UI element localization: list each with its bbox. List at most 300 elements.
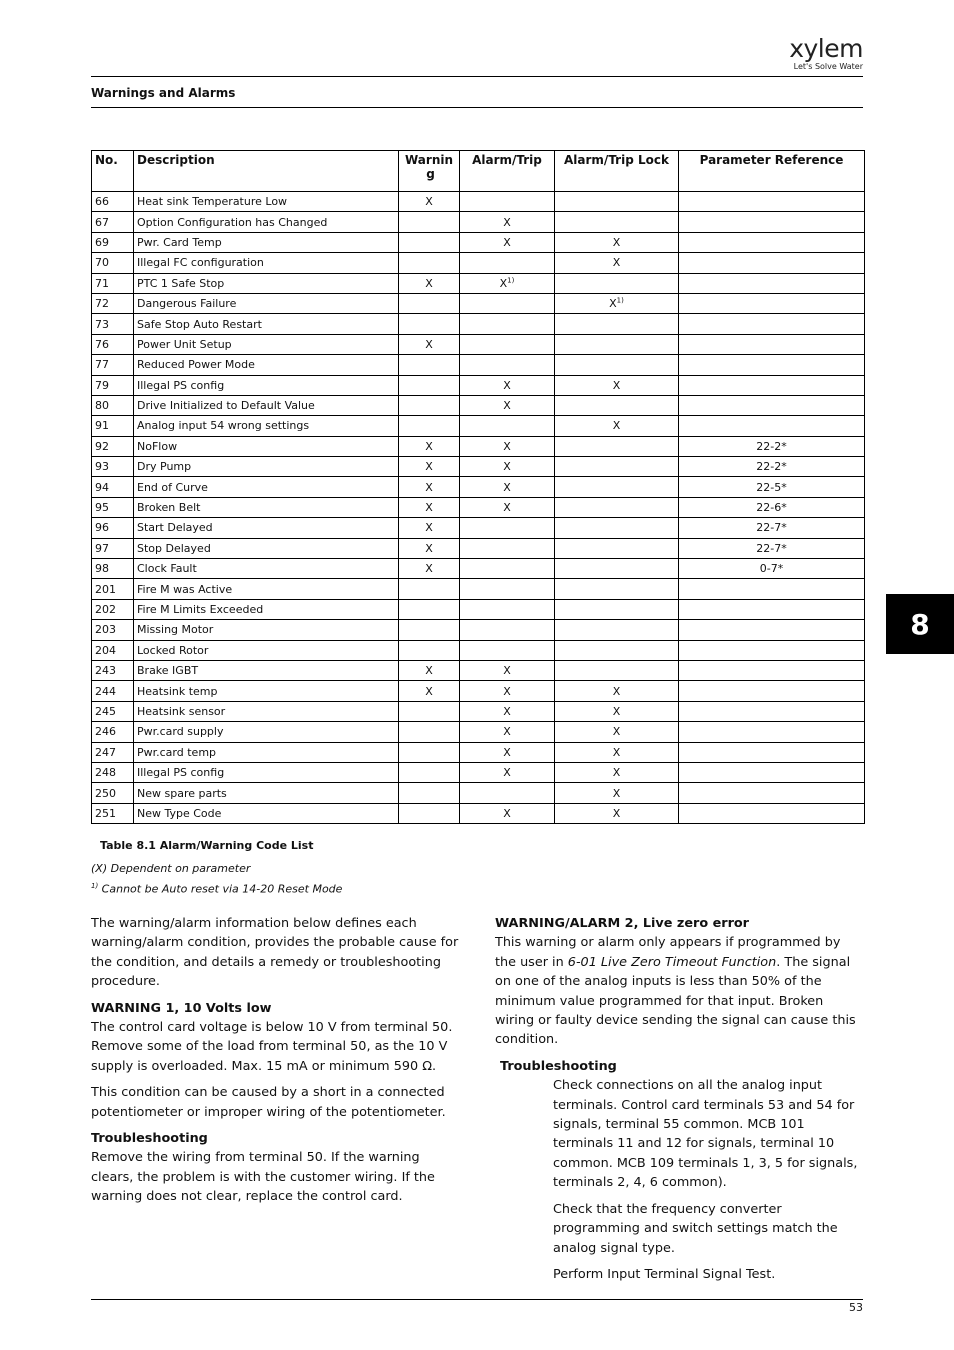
cell-warning (399, 477, 460, 497)
cell-description (134, 599, 399, 619)
cell-warning (399, 538, 460, 558)
cell-parameter-reference (679, 660, 865, 680)
table-row (92, 599, 865, 619)
cell-description (134, 314, 399, 334)
cell-description-text: Heatsink sensor (137, 704, 226, 718)
cell-warning (399, 314, 460, 334)
cell-warning (399, 681, 460, 701)
cell-alarm-trip-lock (555, 762, 679, 782)
cell-parameter-reference (679, 497, 865, 517)
cell-no-text: 251 (95, 806, 116, 820)
cell-alarm-trip-text: X (503, 766, 511, 780)
cell-description (134, 232, 399, 252)
warning-2-troubleshooting-heading: Troubleshooting (500, 1058, 617, 1074)
cell-alarm-trip (460, 477, 555, 497)
cell-alarm-trip-text: X (503, 684, 511, 698)
cell-no-text: 243 (95, 664, 116, 678)
cell-alarm-trip-lock (555, 742, 679, 762)
table-row (92, 416, 865, 436)
cell-alarm-trip-text: X (499, 276, 508, 290)
cell-alarm-trip-lock-text: X (612, 419, 621, 433)
table-row (92, 457, 865, 477)
cell-warning (399, 599, 460, 619)
cell-warning (399, 273, 460, 293)
cell-description-text: Drive Initialized to Default Value (137, 399, 315, 413)
cell-no-text: 66 (95, 195, 109, 209)
cell-warning-text: X (425, 562, 433, 576)
cell-description (134, 518, 399, 538)
cell-alarm-trip (460, 293, 555, 313)
cell-description (134, 722, 399, 742)
cell-no-text: 77 (95, 358, 109, 372)
cell-warning (399, 701, 460, 721)
cell-parameter-reference (679, 599, 865, 619)
table-row (92, 640, 865, 660)
cell-alarm-trip (460, 620, 555, 640)
cell-parameter-reference-text: 22-2* (756, 460, 787, 474)
table-row (92, 477, 865, 497)
cell-no-text: 95 (95, 501, 109, 515)
cell-alarm-trip (460, 640, 555, 660)
cell-alarm-trip (460, 559, 555, 579)
cell-description (134, 273, 399, 293)
table-note-dependent: (X) Dependent on parameter (91, 862, 251, 875)
cell-alarm-trip-lock (555, 620, 679, 640)
warning-1-heading: WARNING 1, 10 Volts low (91, 1000, 272, 1016)
table-row (92, 538, 865, 558)
table-row (92, 314, 865, 334)
warning-1-troubleshooting-text: Remove the wiring from terminal 50. If the warning clears, the problem is with the customer wiring. If the warning does not clear, replace the control card. (91, 1150, 435, 1205)
cell-alarm-trip-lock (555, 355, 679, 375)
cell-description-text: Reduced Power Mode (137, 358, 255, 372)
cell-parameter-reference (679, 212, 865, 232)
cell-warning (399, 334, 460, 354)
cell-alarm-trip-lock (555, 212, 679, 232)
cell-warning-text: X (425, 684, 433, 698)
table-row (92, 518, 865, 538)
cell-parameter-reference (679, 803, 865, 823)
cell-description (134, 559, 399, 579)
cell-alarm-trip (460, 416, 555, 436)
table-row (92, 355, 865, 375)
table-row (92, 497, 865, 517)
cell-warning-text: X (425, 276, 433, 290)
cell-no-text: 70 (95, 256, 109, 270)
cell-parameter-reference (679, 416, 865, 436)
cell-alarm-trip-lock (555, 518, 679, 538)
cell-parameter-reference-text: 22-7* (756, 521, 787, 535)
logo-tagline: Let's Solve Water (793, 62, 863, 71)
cell-alarm-trip-lock (555, 559, 679, 579)
warning-2-text-b: . The signal on one of the analog inputs is less than 50% of the minimum value programmed for that input. Broken wiring or faulty device sending the signal can cause this condition. (495, 954, 856, 1048)
cell-alarm-trip-text: X (503, 439, 511, 453)
warning-2-param-ref: 6-01 Live Zero Timeout Function (567, 954, 777, 970)
cell-alarm-trip (460, 375, 555, 395)
page-number: 53 (849, 1301, 863, 1314)
cell-parameter-reference (679, 273, 865, 293)
cell-alarm-trip-lock (555, 436, 679, 456)
cell-warning (399, 722, 460, 742)
table-row (92, 212, 865, 232)
cell-no (92, 518, 134, 538)
cell-alarm-trip-lock-text: X (612, 725, 621, 739)
cell-alarm-trip (460, 681, 555, 701)
cell-no-text: 244 (95, 684, 116, 698)
table-row (92, 232, 865, 252)
warning-2-text-a: This warning or alarm only appears if programmed by the user in (495, 935, 841, 970)
cell-no (92, 314, 134, 334)
cell-no-text: 98 (95, 562, 109, 576)
cell-alarm-trip-lock (555, 192, 679, 212)
cell-description-text: Heat sink Temperature Low (137, 195, 288, 209)
table-caption: Table 8.1 Alarm/Warning Code List (100, 839, 314, 852)
cell-no (92, 273, 134, 293)
cell-warning (399, 762, 460, 782)
cell-alarm-trip (460, 355, 555, 375)
cell-alarm-trip-text: X (503, 378, 511, 392)
cell-alarm-trip-lock (555, 538, 679, 558)
cell-parameter-reference (679, 395, 865, 415)
cell-description (134, 620, 399, 640)
chapter-tab: 8 (886, 594, 954, 654)
table-row (92, 660, 865, 680)
cell-description-text: New Type Code (137, 806, 222, 820)
cell-description (134, 579, 399, 599)
table-row (92, 762, 865, 782)
cell-description-text: Locked Rotor (137, 643, 209, 657)
cell-alarm-trip (460, 762, 555, 782)
header-rule-top (91, 76, 863, 77)
cell-description-text: Illegal FC configuration (137, 256, 264, 270)
col-header-description: Description (134, 151, 399, 192)
table-note-autoreset (91, 882, 342, 896)
cell-alarm-trip (460, 314, 555, 334)
cell-no (92, 579, 134, 599)
cell-parameter-reference (679, 681, 865, 701)
cell-description (134, 783, 399, 803)
cell-parameter-reference (679, 293, 865, 313)
cell-no (92, 599, 134, 619)
cell-no (92, 620, 134, 640)
cell-description-text: Illegal PS config (137, 766, 225, 780)
cell-no-text: 202 (95, 603, 116, 616)
cell-alarm-trip-lock (555, 477, 679, 497)
cell-warning (399, 436, 460, 456)
cell-no (92, 293, 134, 313)
cell-no-text: 96 (95, 521, 109, 535)
table-row (92, 559, 865, 579)
col-header-no: No. (92, 151, 134, 192)
cell-no-text: 245 (95, 704, 116, 718)
cell-alarm-trip-lock (555, 701, 679, 721)
cell-alarm-trip-lock (555, 416, 679, 436)
cell-warning-text: X (425, 439, 433, 453)
cell-no-text: 67 (95, 215, 109, 229)
cell-alarm-trip-text: X (503, 664, 511, 678)
cell-no (92, 497, 134, 517)
cell-description-text: Missing Motor (137, 623, 214, 637)
col-header-warning: Warnin g (399, 151, 460, 192)
cell-alarm-trip (460, 395, 555, 415)
warning-1-text: The control card voltage is below 10 V from terminal 50. Remove some of the load from terminal 50, as the 10 V supply is overloaded. Max. 15 mA or minimum 590 Ω. (91, 1020, 453, 1074)
cell-parameter-reference-text: 22-6* (756, 501, 787, 515)
cell-parameter-reference (679, 436, 865, 456)
cell-description-text: Dry Pump (137, 460, 192, 474)
cell-description (134, 395, 399, 415)
warning-2-text (495, 933, 863, 1049)
col-header-alarm-trip: Alarm/Trip (460, 151, 555, 192)
left-text-column (91, 914, 459, 1214)
cell-alarm-trip-lock (555, 681, 679, 701)
col-header-parameter-reference: Parameter Reference (679, 151, 865, 192)
cell-description-text: Power Unit Setup (137, 337, 232, 351)
cell-no-text: 91 (95, 419, 109, 433)
cell-description (134, 477, 399, 497)
cell-alarm-trip-text: X (503, 215, 511, 229)
cell-alarm-trip-lock (555, 497, 679, 517)
cell-alarm-trip-text: X (503, 501, 511, 515)
alarm-warning-table (91, 150, 865, 824)
cell-description (134, 497, 399, 517)
cell-alarm-trip-text: X (503, 745, 511, 759)
cell-parameter-reference (679, 375, 865, 395)
cell-description (134, 538, 399, 558)
cell-no (92, 355, 134, 375)
cell-alarm-trip (460, 334, 555, 354)
cell-parameter-reference (679, 579, 865, 599)
footnote-marker: 1) (91, 882, 99, 890)
logo-wordmark: xylem (789, 34, 863, 63)
cell-no-text: 247 (95, 745, 116, 759)
cell-no (92, 457, 134, 477)
cell-parameter-reference (679, 701, 865, 721)
cell-warning-text: X (425, 195, 433, 209)
cell-description (134, 660, 399, 680)
cell-warning (399, 640, 460, 660)
table-row (92, 192, 865, 212)
warning-2-troubleshooting-step-2: Check that the frequency converter programming and switch settings match the analog signal type. (553, 1201, 838, 1256)
cell-no (92, 436, 134, 456)
cell-description-text: Broken Belt (137, 501, 201, 515)
table-row (92, 436, 865, 456)
cell-alarm-trip-lock (555, 314, 679, 334)
table-row (92, 334, 865, 354)
cell-alarm-trip (460, 192, 555, 212)
col-header-alarm-trip-lock: Alarm/Trip Lock (555, 151, 679, 192)
cell-alarm-trip-lock (555, 783, 679, 803)
cell-warning (399, 395, 460, 415)
cell-alarm-trip-lock-text: X (612, 766, 621, 780)
cell-description (134, 355, 399, 375)
cell-description (134, 701, 399, 721)
cell-warning-text: X (425, 337, 433, 351)
cell-description-text: New spare parts (137, 786, 227, 800)
cell-warning (399, 518, 460, 538)
cell-alarm-trip-lock (555, 273, 679, 293)
cell-no (92, 660, 134, 680)
cell-description-text: End of Curve (137, 480, 208, 494)
cell-alarm-trip (460, 497, 555, 517)
cell-no-text: 76 (95, 337, 109, 351)
cell-no (92, 783, 134, 803)
table-row (92, 742, 865, 762)
cell-description-text: Stop Delayed (137, 541, 211, 555)
header-rule-bottom (91, 107, 863, 108)
cell-no (92, 559, 134, 579)
cell-alarm-trip (460, 599, 555, 619)
cell-alarm-trip (460, 701, 555, 721)
cell-description (134, 253, 399, 273)
cell-parameter-reference (679, 518, 865, 538)
cell-warning (399, 457, 460, 477)
cell-parameter-reference (679, 620, 865, 640)
cell-alarm-trip-text: X (503, 725, 511, 739)
right-text-column (495, 914, 863, 1291)
warning-2-troubleshooting-step-1: Check connections on all the analog input terminals. Control card terminals 53 and 54 for signals, terminal 55 common. MCB 101 terminals 11 and 12 for signals, terminal 10 common. MCB 109 terminals 1, 3, 5 for signals, terminals 2, 4, 6 common). (553, 1078, 858, 1191)
cell-alarm-trip-lock-text: X (612, 684, 621, 698)
cell-no (92, 192, 134, 212)
cell-no-text: 94 (95, 480, 109, 494)
cell-description-text: Pwr. Card Temp (137, 235, 222, 249)
cell-description (134, 416, 399, 436)
cell-alarm-trip-text: X (503, 399, 511, 413)
cell-no-text: 79 (95, 378, 109, 392)
cell-alarm-trip-lock (555, 599, 679, 619)
cell-alarm-trip-text: X (503, 480, 511, 494)
cell-description-text: PTC 1 Safe Stop (137, 276, 225, 290)
cell-warning-text: X (425, 664, 433, 678)
cell-no-text: 246 (95, 725, 116, 739)
cell-description (134, 375, 399, 395)
footnote-marker: 1) (507, 276, 515, 285)
cell-warning (399, 253, 460, 273)
cell-description-text: Pwr.card temp (137, 745, 217, 759)
cell-description-text: Dangerous Failure (137, 297, 237, 311)
cell-alarm-trip (460, 232, 555, 252)
cell-alarm-trip-text: X (503, 704, 511, 718)
cell-no (92, 416, 134, 436)
cell-no (92, 232, 134, 252)
cell-no (92, 742, 134, 762)
cell-warning (399, 559, 460, 579)
cell-alarm-trip-lock-text: X (612, 704, 621, 718)
cell-alarm-trip (460, 722, 555, 742)
cell-alarm-trip-lock-text: X (609, 297, 617, 311)
cell-warning (399, 232, 460, 252)
cell-warning (399, 803, 460, 823)
cell-alarm-trip (460, 457, 555, 477)
cell-parameter-reference-text: 22-7* (756, 541, 787, 555)
cell-parameter-reference (679, 314, 865, 334)
cell-alarm-trip-lock (555, 395, 679, 415)
cell-description (134, 212, 399, 232)
table-row (92, 253, 865, 273)
cell-description-text: NoFlow (137, 439, 178, 453)
cell-no (92, 640, 134, 660)
cell-parameter-reference (679, 783, 865, 803)
cell-no-text: 92 (95, 439, 109, 453)
table-body (92, 192, 865, 824)
cell-alarm-trip-lock (555, 232, 679, 252)
table-row (92, 293, 865, 313)
cell-alarm-trip (460, 783, 555, 803)
footnote-marker: 1) (616, 296, 624, 305)
warning-1-cause: This condition can be caused by a short in a connected potentiometer or improper wiring of the potentiometer. (91, 1085, 446, 1120)
footer-rule (91, 1299, 863, 1300)
cell-parameter-reference-text: 22-2* (756, 439, 787, 453)
cell-parameter-reference (679, 355, 865, 375)
cell-alarm-trip-lock-text: X (612, 235, 621, 249)
table-row (92, 722, 865, 742)
cell-no-text: 80 (95, 399, 109, 413)
cell-description-text: Fire M was Active (137, 582, 233, 596)
cell-warning-text: X (425, 480, 433, 494)
cell-alarm-trip (460, 253, 555, 273)
cell-alarm-trip-lock (555, 579, 679, 599)
cell-no (92, 803, 134, 823)
cell-parameter-reference-text: 0-7* (759, 562, 784, 576)
cell-parameter-reference (679, 538, 865, 558)
cell-no-text: 250 (95, 786, 116, 800)
cell-no-text: 203 (95, 623, 116, 637)
cell-description-text: Safe Stop Auto Restart (137, 317, 262, 331)
cell-alarm-trip (460, 212, 555, 232)
cell-description (134, 803, 399, 823)
cell-warning (399, 293, 460, 313)
cell-description (134, 762, 399, 782)
cell-description (134, 457, 399, 477)
intro-paragraph: The warning/alarm information below defines each warning/alarm condition, provides the probable cause for the condition, and details a remedy or troubleshooting procedure. (91, 916, 459, 990)
cell-parameter-reference (679, 457, 865, 477)
cell-description-text: Clock Fault (137, 562, 197, 576)
cell-description-text: Fire M Limits Exceeded (137, 603, 264, 616)
cell-description-text: Option Configuration has Changed (137, 215, 328, 229)
cell-alarm-trip (460, 538, 555, 558)
cell-description-text: Start Delayed (137, 521, 213, 535)
table-row (92, 375, 865, 395)
table-row (92, 783, 865, 803)
cell-alarm-trip-lock-text: X (612, 378, 621, 392)
table-row (92, 579, 865, 599)
cell-no (92, 722, 134, 742)
cell-warning (399, 579, 460, 599)
cell-parameter-reference-text: 22-5* (756, 480, 787, 494)
cell-warning-text: X (425, 460, 433, 474)
cell-warning (399, 355, 460, 375)
cell-alarm-trip-lock (555, 457, 679, 477)
cell-description-text: Heatsink temp (137, 684, 218, 698)
cell-description (134, 293, 399, 313)
cell-no-text: 248 (95, 766, 116, 780)
table-row (92, 803, 865, 823)
table-header-row (92, 151, 865, 192)
cell-warning (399, 620, 460, 640)
cell-alarm-trip-lock-text: X (612, 745, 621, 759)
table-row (92, 681, 865, 701)
cell-warning (399, 416, 460, 436)
cell-alarm-trip-lock-text: X (612, 256, 621, 270)
cell-alarm-trip-text: X (503, 806, 511, 820)
cell-warning-text: X (425, 521, 433, 535)
cell-parameter-reference (679, 559, 865, 579)
warning-1-troubleshooting-heading: Troubleshooting (91, 1131, 208, 1147)
cell-parameter-reference (679, 334, 865, 354)
cell-parameter-reference (679, 640, 865, 660)
cell-description-text: Pwr.card supply (137, 725, 224, 739)
cell-description-text: Illegal PS config (137, 378, 225, 392)
table-row (92, 273, 865, 293)
warning-2-heading: WARNING/ALARM 2, Live zero error (495, 916, 749, 931)
